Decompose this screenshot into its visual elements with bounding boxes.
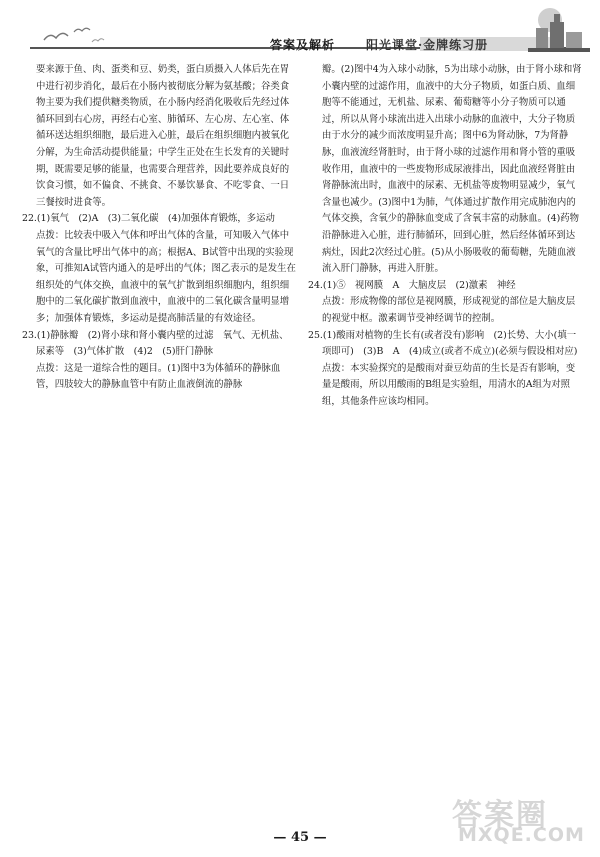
page-number: — 45 — bbox=[273, 830, 327, 845]
answer-25: 25.(1)酸雨对植物的生长有(或者没有)影响 (2)长势、大小(填一项即可) (3)B A (4)成立(或者不成立)(必须与假设相对应) bbox=[308, 329, 578, 358]
watermark-logo: 答案圈 bbox=[452, 798, 548, 833]
birds-icon bbox=[40, 20, 110, 48]
right-column bbox=[308, 62, 584, 410]
answer-23: 23.(1)静脉瓣 (2)肾小球和肾小囊内壁的过滤 氧气、无机盐、尿素等 (3)气体扩散 (4)2 (5)肝门静脉 bbox=[22, 329, 289, 358]
page-header bbox=[0, 0, 600, 58]
header-series: 阳光课堂·金牌练习册 bbox=[366, 38, 489, 52]
explanation-22: 点拨：比较表中吸入气体和呼出气体的含量，可知吸入气体中氧气的含量比呼出气体中的高；根据A、B试管中出现的实验现象，可推知A试管内通入的是呼出的气体；图乙表示的是发生在组织处的气体交换，血液中的氧气扩散到组织细胞内，组织细胞中的二氧化碳扩散到血液中，血液中的二氧化碳含量明显增多；加强体育锻炼，多运动是提高肺活量的有效途径。 bbox=[36, 229, 296, 324]
answer-24: 24.(1)⑤ 视网膜 A 大脑皮层 (2)激素 神经 bbox=[308, 279, 516, 291]
explanation-24: 点拨：形成物像的部位是视网膜，形成视觉的部位是大脑皮层的视觉中枢。激素调节受神经调节的控制。 bbox=[322, 296, 576, 324]
castle-decoration-icon bbox=[528, 4, 590, 54]
explanation-23-continuation: 瓣。(2)图中4为入球小动脉，5为出球小动脉，由于肾小球和肾小囊内壁的过滤作用，血液中的大分子物质，如蛋白质、血细胞等不能通过，无机盐、尿素、葡萄糖等小分子物质可以通过，所以从肾小球流出进入出球小动脉的血液中，大分子物质由于水分的减少而浓度明显升高；图中6为肾动脉，7为肾静脉，血液流经肾脏时，由于肾小球的过滤作用和肾小管的重吸收作用，血液中的一些废物形成尿液排出，因此血液经肾脏由肾静脉流出时，血液中的尿素、无机盐等废物明显减少，氧气含量也减少。(3)图中1为肺，气体通过扩散作用完成肺泡内的气体交换，含氧少的静脉血变成了含氧丰富的动脉血。(4)药物沿静脉进入心脏，进行肺循环，回到心脏，然后经体循环到达病灶，因此2次经过心脏。(5)从小肠吸收的葡萄糖，先随血液流入肝门静脉，再进入肝脏。 bbox=[322, 64, 582, 275]
left-column bbox=[22, 62, 296, 394]
explanation-23: 点拨：这是一道综合性的题目。(1)图中3为体循环的静脉血管，四肢较大的静脉血管中有防止血液倒流的静脉 bbox=[36, 362, 281, 391]
answer-21-continuation: 要来源于鱼、肉、蛋类和豆、奶类，蛋白质摄入人体后先在胃中进行初步消化，最后在小肠内被彻底分解为氨基酸；谷类食物主要为我们提供糖类物质，在小肠内经消化吸收后先经过体循环回到右心房，再经右心室、肺循环、左心房、左心室、体循环送达组织细胞，最后进入心脏，最后在组织细胞内被氧化分解，为生命活动提供能量；中学生正处在生长发育的关键时期，既需要足够的能量，也需要合理营养，因此要养成良好的饮食习惯，如不偏食、不挑食、不暴饮暴食、不吃零食、一日三餐按时进食等。 bbox=[36, 64, 290, 208]
header-title: 答案及解析 bbox=[270, 38, 336, 52]
explanation-25: 点拨：本实验探究的是酸雨对蚕豆幼苗的生长是否有影响，变量是酸雨，所以用酸雨的B组是实验组，用清水的A组为对照组，其他条件应该均相同。 bbox=[322, 362, 576, 407]
answer-22: 22.(1)氧气 (2)A (3)二氧化碳 (4)加强体育锻炼，多运动 bbox=[22, 213, 275, 225]
watermark bbox=[452, 790, 592, 848]
watermark-url: MXQE.COM bbox=[458, 824, 585, 846]
